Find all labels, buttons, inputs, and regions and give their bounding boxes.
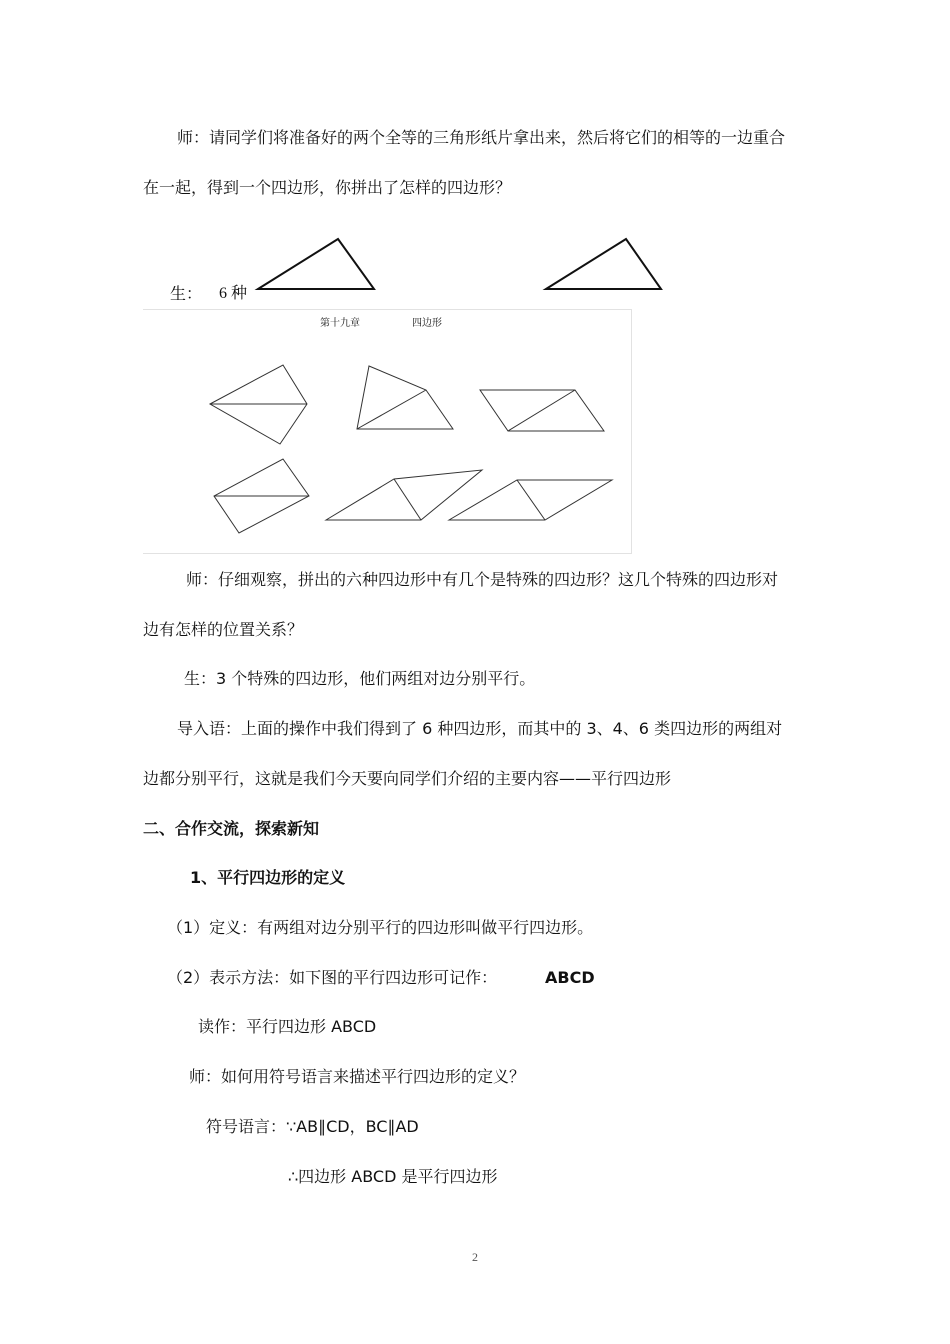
student-answer-prefix: 生： xyxy=(170,284,203,303)
teacher-symbol-question: 师：如何用符号语言来描述平行四边形的定义？ xyxy=(189,1067,526,1086)
student-answer-2: 生：3 个特殊的四边形，他们两组对边分别平行。 xyxy=(184,669,536,688)
page-number: 2 xyxy=(472,1250,478,1264)
symbol-language-2: ∴四边形 ABCD 是平行四边形 xyxy=(288,1167,498,1186)
teacher-question-line1: 师：请同学们将准备好的两个全等的三角形纸片拿出来，然后将它们的相等的一边重合 xyxy=(177,128,786,147)
quadrilateral-2 xyxy=(357,366,453,429)
symbol-language-1: 符号语言：∵AB∥CD，BC∥AD xyxy=(206,1117,419,1136)
quadrilateral-shapes xyxy=(0,0,950,560)
student-answer-count: 6 种 xyxy=(219,285,248,302)
teacher-question-line2: 在一起，得到一个四边形，你拼出了怎样的四边形？ xyxy=(143,178,512,197)
subheading-definition: 1、平行四边形的定义 xyxy=(190,868,346,887)
reading-text: 读作：平行四边形 ABCD xyxy=(198,1017,377,1036)
representation-abcd: ABCD xyxy=(545,968,595,987)
figure-chapter: 第十九章 xyxy=(320,318,360,329)
intro-line1: 导入语：上面的操作中我们得到了 6 种四边形，而其中的 3、4、6 类四边形的两组对 xyxy=(177,719,783,738)
teacher-observe-line2: 边有怎样的位置关系？ xyxy=(143,620,304,639)
teacher-observe-line1: 师：仔细观察，拼出的六种四边形中有几个是特殊的四边形？这几个特殊的四边形对 xyxy=(186,570,779,589)
figure-chapter-title: 四边形 xyxy=(412,318,442,329)
intro-line2: 边都分别平行，这就是我们今天要向同学们介绍的主要内容——平行四边形 xyxy=(143,769,672,788)
definition-text: （1）定义：有两组对边分别平行的四边形叫做平行四边形。 xyxy=(167,918,594,937)
representation-text: （2）表示方法：如下图的平行四边形可记作： xyxy=(167,968,498,987)
section-heading-2: 二、合作交流，探索新知 xyxy=(143,819,320,838)
